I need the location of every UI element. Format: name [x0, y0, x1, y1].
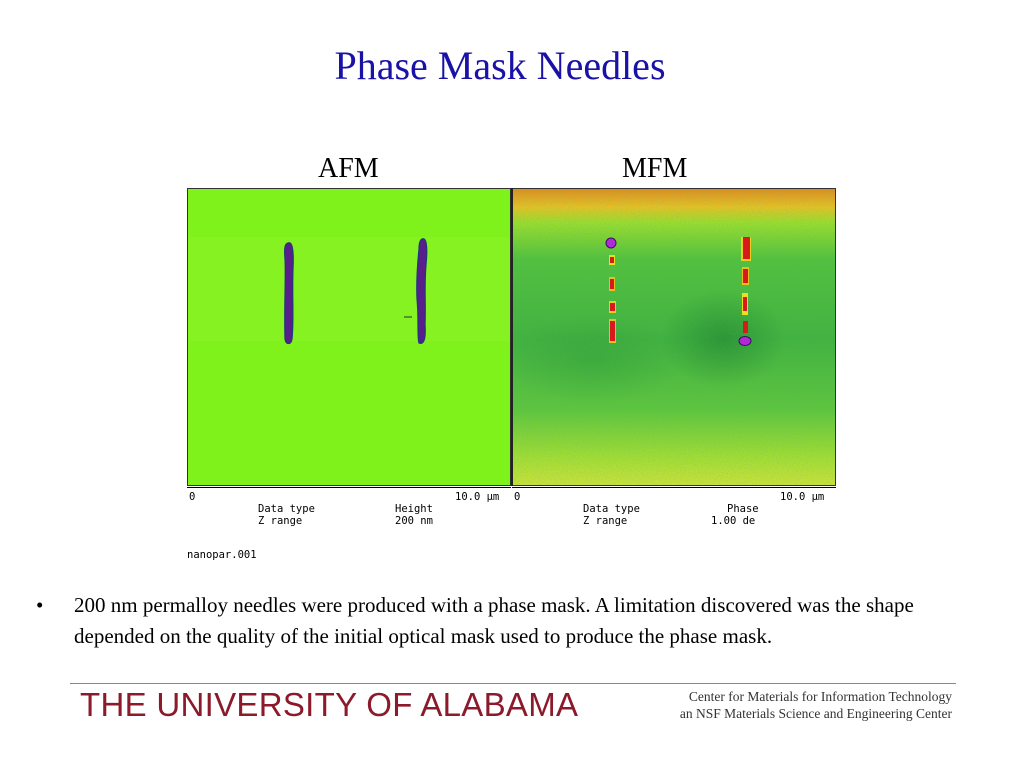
mfm-z-range-value: 1.00 de: [711, 515, 756, 527]
mfm-data-type-label: Data type: [583, 503, 640, 515]
mfm-z-range-label: Z range: [583, 515, 628, 527]
afm-needles: [188, 189, 511, 486]
slide-title: Phase Mask Needles: [334, 43, 666, 88]
center-line-1: Center for Materials for Information Technology: [688, 689, 952, 704]
mfm-axis-start: 0: [514, 491, 521, 503]
mfm-scan-image: [512, 188, 836, 486]
center-line-2: an NSF Materials Science and Engineering Center: [679, 706, 952, 721]
scan-divider: [511, 188, 513, 486]
afm-axis-line: [187, 487, 511, 488]
afm-z-range-label: Z range: [258, 515, 303, 527]
afm-axis-end: 10.0 µm: [455, 491, 500, 503]
mfm-label: MFM: [622, 153, 688, 184]
center-info: [680, 688, 952, 722]
afm-data-type-value: Height: [395, 503, 433, 515]
afm-label: AFM: [318, 153, 379, 184]
afm-needle-right: [417, 239, 427, 344]
body-text: 200 nm permalloy needles were produced with a phase mask. A limitation discovered was the shape depended on the quality of the initial optical mask used to produce the phase mask.: [74, 593, 914, 648]
mfm-axis-line: [512, 487, 836, 488]
university-name: THE UNIVERSITY OF ALABAMA: [80, 686, 579, 723]
scan-filename: nanopar.001: [187, 549, 257, 561]
mfm-needles: [513, 189, 836, 486]
afm-needle-left: [285, 243, 294, 344]
mfm-data-type-value: Phase: [727, 503, 759, 515]
mfm-noise-texture: [513, 189, 836, 486]
footer-rule: [70, 683, 956, 684]
afm-scan-image: [187, 188, 511, 486]
afm-data-type-label: Data type: [258, 503, 315, 515]
afm-z-range-value: 200 nm: [395, 515, 433, 527]
mfm-axis-end: 10.0 µm: [780, 491, 825, 503]
bullet-marker: •: [36, 593, 44, 617]
afm-axis-start: 0: [189, 491, 196, 503]
